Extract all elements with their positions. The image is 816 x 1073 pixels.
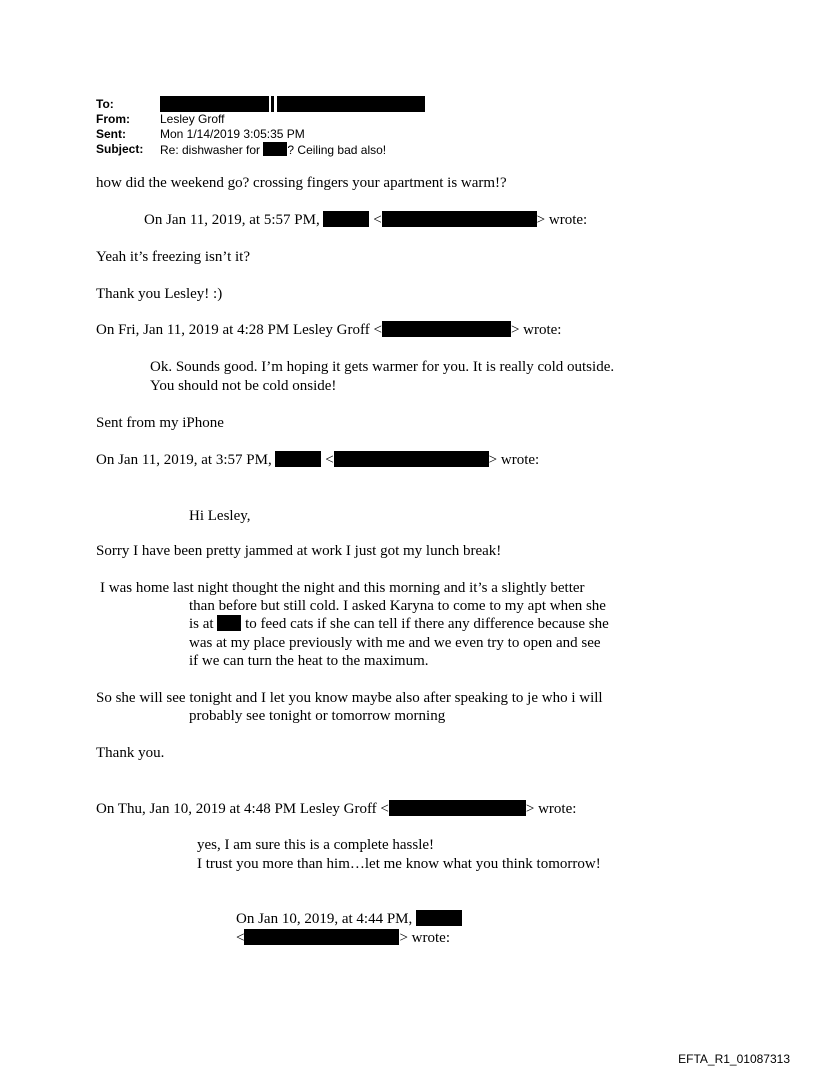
redaction-bar xyxy=(334,451,489,467)
weekend-line: how did the weekend go? crossing fingers your apartment is warm!? xyxy=(96,175,507,191)
home-line-3-start: is at xyxy=(189,616,214,632)
subject-label: Subject: xyxy=(96,142,144,156)
to-redactions xyxy=(160,96,425,112)
hassle-line-1: yes, I am sure this is a complete hassle! xyxy=(197,837,435,853)
home-line-2: than before but still cold. I asked Karyna to come to my apt when she xyxy=(189,598,606,614)
sent-from-line: Sent from my iPhone xyxy=(96,415,224,431)
wrote-text: > wrote: xyxy=(399,930,450,946)
freezing-line: Yeah it’s freezing isn’t it? xyxy=(96,249,251,265)
greeting-line: Hi Lesley, xyxy=(189,508,251,524)
less-than: < xyxy=(373,212,382,228)
quote-header-1 xyxy=(144,211,587,230)
so-line-2: probably see tonight or tomorrow morning xyxy=(189,708,446,724)
redaction-bar xyxy=(277,96,425,112)
thank-you-line: Thank you. xyxy=(96,745,165,761)
quote-date: On Thu, Jan 10, 2019 at 4:48 PM Lesley Groff < xyxy=(96,801,389,817)
document-id: EFTA_R1_01087313 xyxy=(678,1052,790,1066)
subject-value xyxy=(160,142,386,157)
redaction-bar xyxy=(217,615,241,631)
redaction-bar xyxy=(275,451,321,467)
subject-text-start: Re: dishwasher for xyxy=(160,143,261,157)
redaction-bar xyxy=(244,929,399,945)
sent-label: Sent: xyxy=(96,127,126,141)
home-line-4: was at my place previously with me and we even try to open and see xyxy=(189,635,601,651)
home-line-3 xyxy=(189,615,609,634)
sent-value: Mon 1/14/2019 3:05:35 PM xyxy=(160,127,305,141)
quote-date: On Jan 11, 2019, at 3:57 PM, xyxy=(96,452,272,468)
home-line-5: if we can turn the heat to the maximum. xyxy=(189,653,429,669)
to-label: To: xyxy=(96,97,114,111)
quote-header-3 xyxy=(96,451,539,470)
wrote-text: > wrote: xyxy=(488,452,540,468)
wrote-text: > wrote: xyxy=(510,322,562,338)
quote-date: On Jan 10, 2019, at 4:44 PM, xyxy=(236,911,413,927)
subject-text-end: ? Ceiling bad also! xyxy=(287,143,387,157)
sounds-good-line-2: You should not be cold onside! xyxy=(150,378,337,394)
quote-header-5-cont xyxy=(236,929,450,948)
redaction-bar xyxy=(271,96,274,112)
less-than: < xyxy=(325,452,334,468)
redaction-bar xyxy=(416,910,462,926)
redaction-bar xyxy=(382,211,537,227)
wrote-text: > wrote: xyxy=(525,801,577,817)
redaction-bar xyxy=(382,321,511,337)
from-label: From: xyxy=(96,112,130,126)
quote-header-5 xyxy=(236,910,462,929)
less-than: < xyxy=(236,930,245,946)
from-value: Lesley Groff xyxy=(160,112,225,126)
quote-date: On Fri, Jan 11, 2019 at 4:28 PM Lesley Groff < xyxy=(96,322,382,338)
quote-header-4 xyxy=(96,800,576,819)
quote-header-2 xyxy=(96,321,561,340)
sounds-good-line-1: Ok. Sounds good. I’m hoping it gets warmer for you. It is really cold outside. xyxy=(150,359,615,375)
thanks-lesley-line: Thank you Lesley! :) xyxy=(96,286,223,302)
redaction-bar xyxy=(389,800,526,816)
sorry-line: Sorry I have been pretty jammed at work I just got my lunch break! xyxy=(96,543,502,559)
so-line-1: So she will see tonight and I let you know maybe also after speaking to je who i will xyxy=(96,690,603,706)
home-line-3-end: to feed cats if she can tell if there any difference because she xyxy=(245,616,609,632)
wrote-text: > wrote: xyxy=(536,212,588,228)
home-line-1: I was home last night thought the night and this morning and it’s a slightly better xyxy=(100,580,585,596)
hassle-line-2: I trust you more than him…let me know what you think tomorrow! xyxy=(197,856,601,872)
redaction-bar xyxy=(263,142,287,156)
quote-date: On Jan 11, 2019, at 5:57 PM, xyxy=(144,212,320,228)
redaction-bar xyxy=(160,96,269,112)
redaction-bar xyxy=(323,211,369,227)
